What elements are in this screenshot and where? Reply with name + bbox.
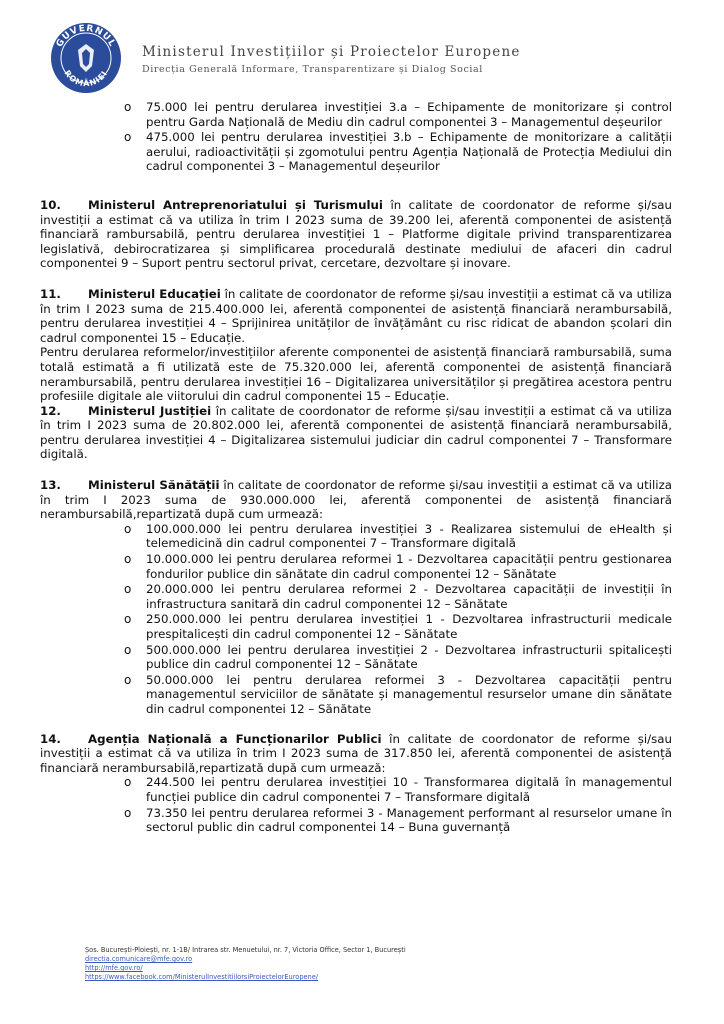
- list-item: [124, 130, 672, 174]
- entry-10: [40, 198, 672, 271]
- list-item-text: 244.500 lei pentru derularea investiției 10 - Transformarea digitală în managementul funcției publice din cadrul componentei 7 – Transformare digitală: [146, 775, 672, 804]
- list-item-text: 73.350 lei pentru derularea reformei 3 - Management performant al resurselor umane în sectorul public din cadrul componentei 14 – Buna guvernanță: [146, 805, 672, 835]
- footer-address: Șos. București-Ploiești, nr. 1-1B/ Intrarea str. Menuetului, nr. 7, Victoria Office, Sector 1, București: [85, 946, 406, 954]
- entry-text: în calitate de coordonator de reforme și/sau investiții a estimat că va utiliza în trim I 2023 suma de 20.802.000 lei, aferentă componentei de asistență financiară nerambursabilă, pentru derularea investiției 4 – Digitalizarea sistemului judiciar din cadrul componentei 7 – Transformare digitală.: [40, 403, 672, 462]
- list-item: o 250.000.000 lei pentru derularea investiției 1 - Dezvoltarea infrastructurii medicale prespitalicești din cadrul componentei 12 – Sănătate: [124, 612, 672, 641]
- seal-text-bottom: ROMÂNIEI: [62, 68, 110, 89]
- entry-number: 12.: [40, 403, 61, 418]
- entry-number: 10.: [40, 197, 61, 212]
- list-item-text: 250.000.000 lei pentru derularea investiției 1 - Dezvoltarea infrastructurii medicale prespitalicești din cadrul componentei 12 – Sănătate: [146, 612, 672, 641]
- ministry-name: Ministerul Investițiilor și Proiectelor Europene: [142, 44, 521, 60]
- entry-14: [40, 732, 672, 776]
- list-item-text: 20.000.000 lei pentru derularea reformei 2 - Dezvoltarea capacității de investiții în infrastructura sanitară din cadrul componentei 12 – Sănătate: [146, 582, 672, 611]
- facebook-link[interactable]: https://www.facebook.com/MinisterulInvestitiilorsiProiectelorEuropene/: [85, 973, 319, 981]
- list-item-text: 475.000 lei pentru derularea investiției 3.b – Echipamente de monitorizare a calității aerului, radioactivității și zgomotului pentru Agenția Națională de Protecția Mediului din cadrul componentei 3 – Managementul deșeurilor: [146, 130, 672, 174]
- institution-name: Ministerul Sănătății: [88, 478, 220, 493]
- list-item: o 100.000.000 lei pentru derularea investiției 3 - Realizarea sistemului de eHealth și telemedicină din cadrul componentei 7 – Transformare digitală: [124, 521, 672, 551]
- website-link[interactable]: http://mfe.gov.ro/: [85, 964, 143, 972]
- list-item: o 50.000.000 lei pentru derularea reformei 3 - Dezvoltarea capacității pentru managementul serviciilor de sănătate și managementul resurselor umane din sănătate din cadrul componentei 12 – Sănătate: [124, 672, 672, 716]
- list-item: o 73.350 lei pentru derularea reformei 3 - Management performant al resurselor umane în sectorul public din cadrul componentei 14 – Buna guvernanță: [124, 805, 672, 835]
- list-item-text: 50.000.000 lei pentru derularea reformei 3 - Dezvoltarea capacității pentru managementul serviciilor de sănătate și managementul resurselor umane din sănătate din cadrul componentei 12 – Sănătate: [146, 672, 672, 716]
- list-item: o 244.500 lei pentru derularea investiției 10 - Transformarea digitală în managementul funcției publice din cadrul componentei 7 – Transformare digitală: [124, 775, 672, 804]
- institution-name: Ministerul Justiției: [88, 403, 212, 418]
- entry-13: [40, 478, 672, 522]
- entry-number: 13.: [40, 478, 61, 493]
- list-item-text: 100.000.000 lei pentru derularea investiției 3 - Realizarea sistemului de eHealth și telemedicină din cadrul componentei 7 – Transformare digitală: [146, 521, 672, 551]
- entry-number: 11.: [40, 286, 61, 301]
- entry-text: în calitate de coordonator de reforme și/sau investiții a estimat că va utiliza în trim I 2023 suma de 930.000.000 lei, aferentă componentei de asistență financiară nerambursabilă,repartizată după cum urmează:: [40, 478, 672, 522]
- entry-11: [40, 287, 672, 404]
- direction-name: Direcția Generală Informare, Transparentizare și Dialog Social: [142, 64, 483, 75]
- entry-text: în calitate de coordonator de reforme și/sau investiții a estimat că va utiliza în trim I 2023 suma de 317.850 lei, aferentă componentei de asistență financiară nerambursabilă,repartizată după cum urmează:: [40, 731, 672, 775]
- seal-text-top: GUVERNUL: [54, 23, 118, 50]
- list-item-text: 10.000.000 lei pentru derularea reformei 1 - Dezvoltarea capacității pentru gestionarea fondurilor publice din sănătate din cadrul componentei 12 – Sănătate: [146, 552, 672, 581]
- bullet-marker: o: [124, 100, 132, 114]
- government-seal-icon: [50, 22, 122, 94]
- email-link[interactable]: directia.comunicare@mfe.gov.ro: [85, 955, 193, 963]
- entry-number: 14.: [40, 731, 61, 746]
- list-item-text: 75.000 lei pentru derularea investiției 3.a – Echipamente de monitorizare și control pentru Garda Națională de Mediu din cadrul componentei 3 – Managementul deșeurilor: [146, 100, 672, 129]
- list-item: o 500.000.000 lei pentru derularea investiției 2 - Dezvoltarea infrastructurii spitalicești publice din cadrul componentei 12 – Sănătate: [124, 642, 672, 672]
- list-item: [124, 100, 672, 129]
- entry-12: [40, 404, 672, 462]
- document-body: [0, 100, 724, 836]
- list-item-text: 500.000.000 lei pentru derularea investiției 2 - Dezvoltarea infrastructurii spitalicești publice din cadrul componentei 12 – Sănătate: [146, 642, 672, 672]
- page-footer: [85, 946, 406, 982]
- institution-name: Ministerul Educației: [88, 286, 221, 301]
- entry-text: în calitate de coordonator de reforme și/sau investiții a estimat că va utiliza în trim I 2023 suma de 215.400.000 lei, aferentă componentei de asistență financiară nerambursabilă, pentru derularea investiției 4 – Sprijinirea unităților de învățământ cu risc ridicat de abandon școlari din cadrul componentei 15 – Educație.: [40, 286, 672, 345]
- list-item: o 10.000.000 lei pentru derularea reformei 1 - Dezvoltarea capacității pentru gestionarea fondurilor publice din sănătate din cadrul componentei 12 – Sănătate: [124, 552, 672, 581]
- entry-text: în calitate de coordonator de reforme și/sau investiții a estimat că va utiliza în trim I 2023 suma de 39.200 lei, aferentă componentei de asistență financiară rambursabilă, pentru derularea investiției 1 – Platforme digitale privind transparentizarea legislativă, debirocratizarea și simplificarea procedurală destinate mediului de afaceri din cadrul componentei 9 – Suport pentru sectorul privat, cercetare, dezvoltare și inovare.: [40, 197, 672, 271]
- institution-name: Agenția Națională a Funcționarilor Publici: [88, 731, 382, 746]
- list-item: o 20.000.000 lei pentru derularea reformei 2 - Dezvoltarea capacității de investiții în infrastructura sanitară din cadrul componentei 12 – Sănătate: [124, 582, 672, 611]
- letterhead: [142, 44, 521, 75]
- institution-name: Ministerul Antreprenoriatului și Turismului: [88, 197, 383, 212]
- bullet-marker: o: [124, 130, 132, 145]
- entry-extra-text: Pentru derularea reformelor/investițiilor aferente componentei de asistență financiară rambursabilă, suma totală estimată a fi utilizată este de 75.320.000 lei, aferentă componentei de asistență financiară nerambursabilă, pentru derularea investiției 16 – Digitalizarea universităților și pregătirea acestora pentru profesiile digitale ale viitorului din cadrul componentei 15 – Educație.: [40, 345, 672, 404]
